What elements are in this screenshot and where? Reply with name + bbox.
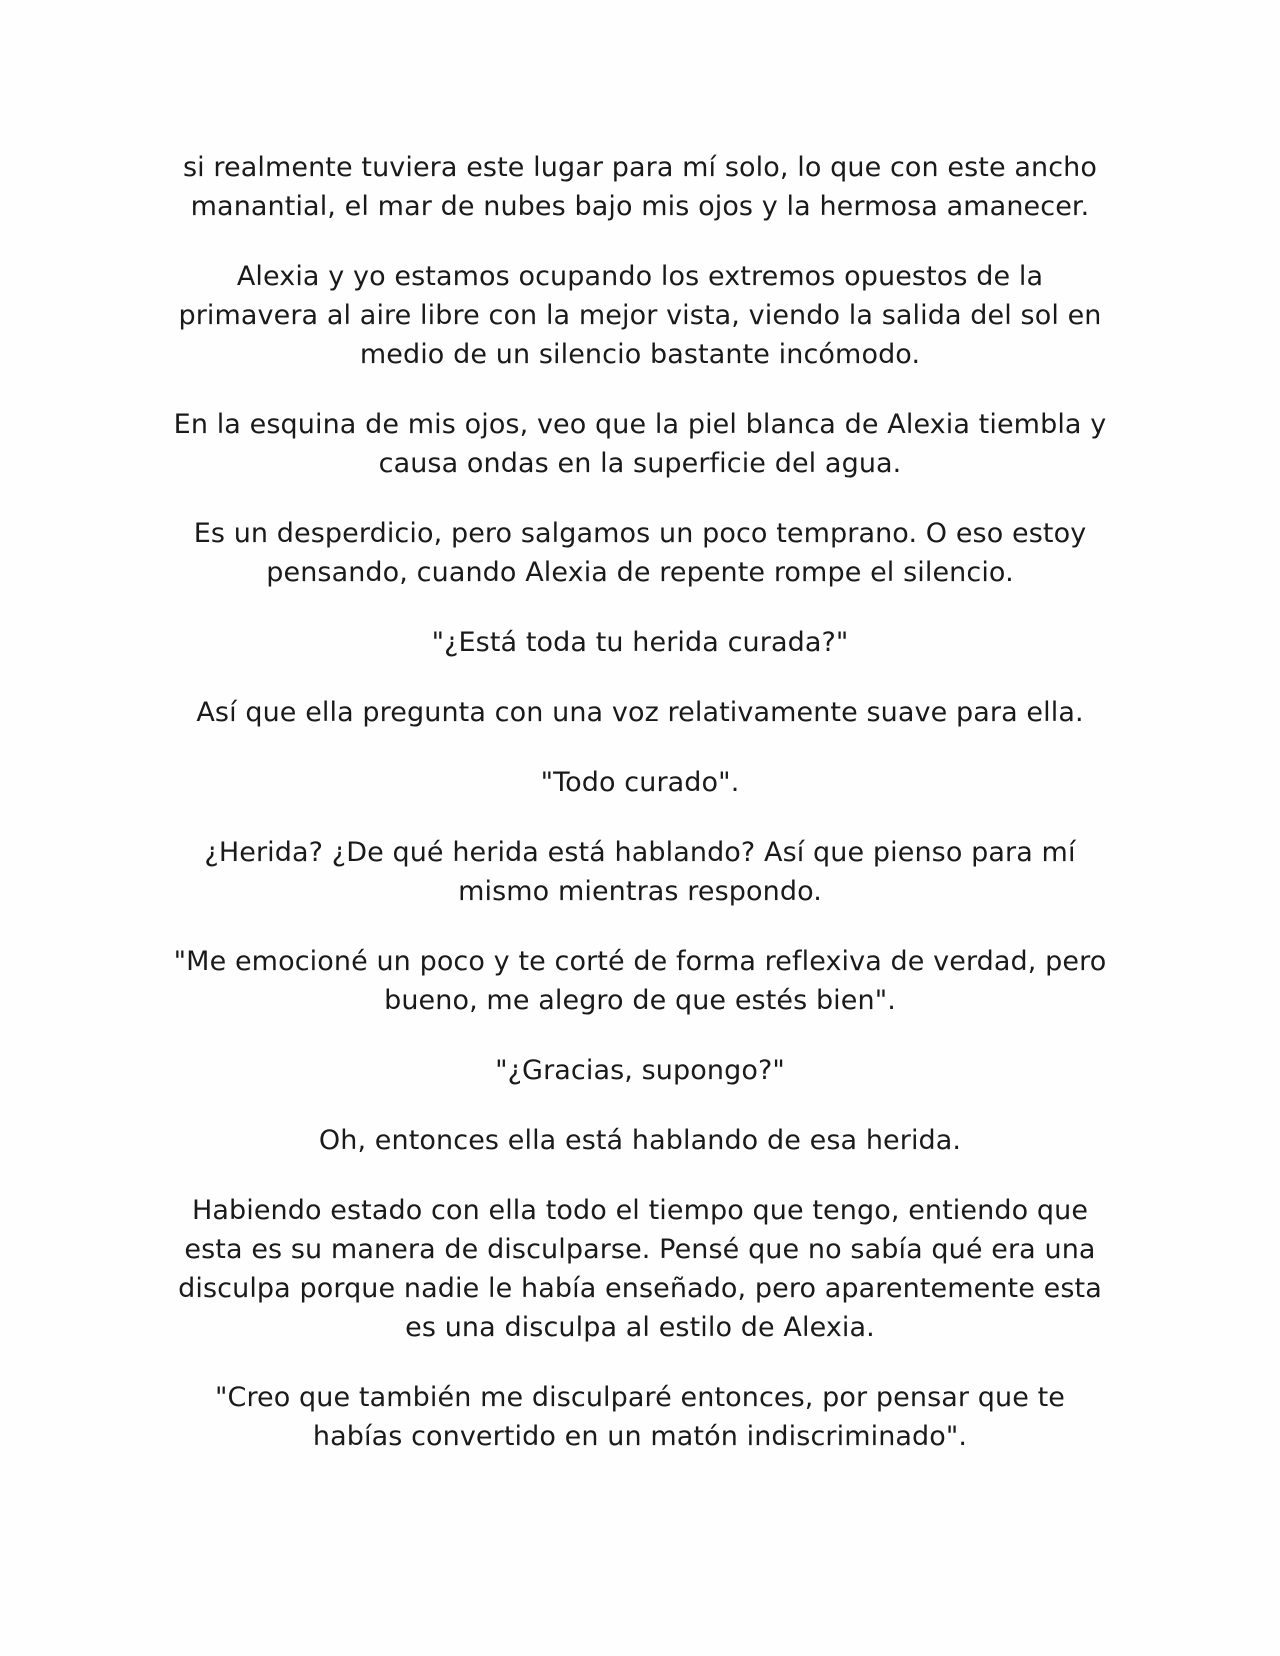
paragraph-6: Así que ella pregunta con una voz relativamente suave para ella.: [196, 697, 1084, 728]
paragraph-3: En la esquina de mis ojos, veo que la piel blanca de Alexia tiembla y causa ondas en la superficie del agua.: [173, 409, 1107, 479]
body-text: [170, 148, 1110, 1487]
paragraph-12: Habiendo estado con ella todo el tiempo que tengo, entiendo que esta es su manera de disculparse. Pensé que no sabía qué era una disculpa porque nadie le había enseñado, pero aparentemente esta es una disculpa al estilo de Alexia.: [178, 1195, 1102, 1343]
paragraph-7: "Todo curado".: [540, 767, 740, 798]
paragraph-2: Alexia y yo estamos ocupando los extremos opuestos de la primavera al aire libre con la mejor vista, viendo la salida del sol en medio de un silencio bastante incómodo.: [178, 261, 1102, 370]
paragraph-9: "Me emocioné un poco y te corté de forma reflexiva de verdad, pero bueno, me alegro de que estés bien".: [173, 946, 1107, 1016]
paragraph-5: "¿Está toda tu herida curada?": [431, 627, 849, 658]
paragraph-13: "Creo que también me disculparé entonces, por pensar que te habías convertido en un matón indiscriminado".: [214, 1382, 1066, 1452]
paragraph-4: Es un desperdicio, pero salgamos un poco temprano. O eso estoy pensando, cuando Alexia de repente rompe el silencio.: [193, 518, 1087, 588]
paragraph-1: si realmente tuviera este lugar para mí solo, lo que con este ancho manantial, el mar de nubes bajo mis ojos y la hermosa amanecer.: [182, 152, 1098, 222]
paragraph-10: "¿Gracias, supongo?": [495, 1055, 785, 1086]
paragraph-8: ¿Herida? ¿De qué herida está hablando? Así que pienso para mí mismo mientras respondo.: [204, 837, 1076, 907]
paragraph-11: Oh, entonces ella está hablando de esa herida.: [318, 1125, 962, 1156]
